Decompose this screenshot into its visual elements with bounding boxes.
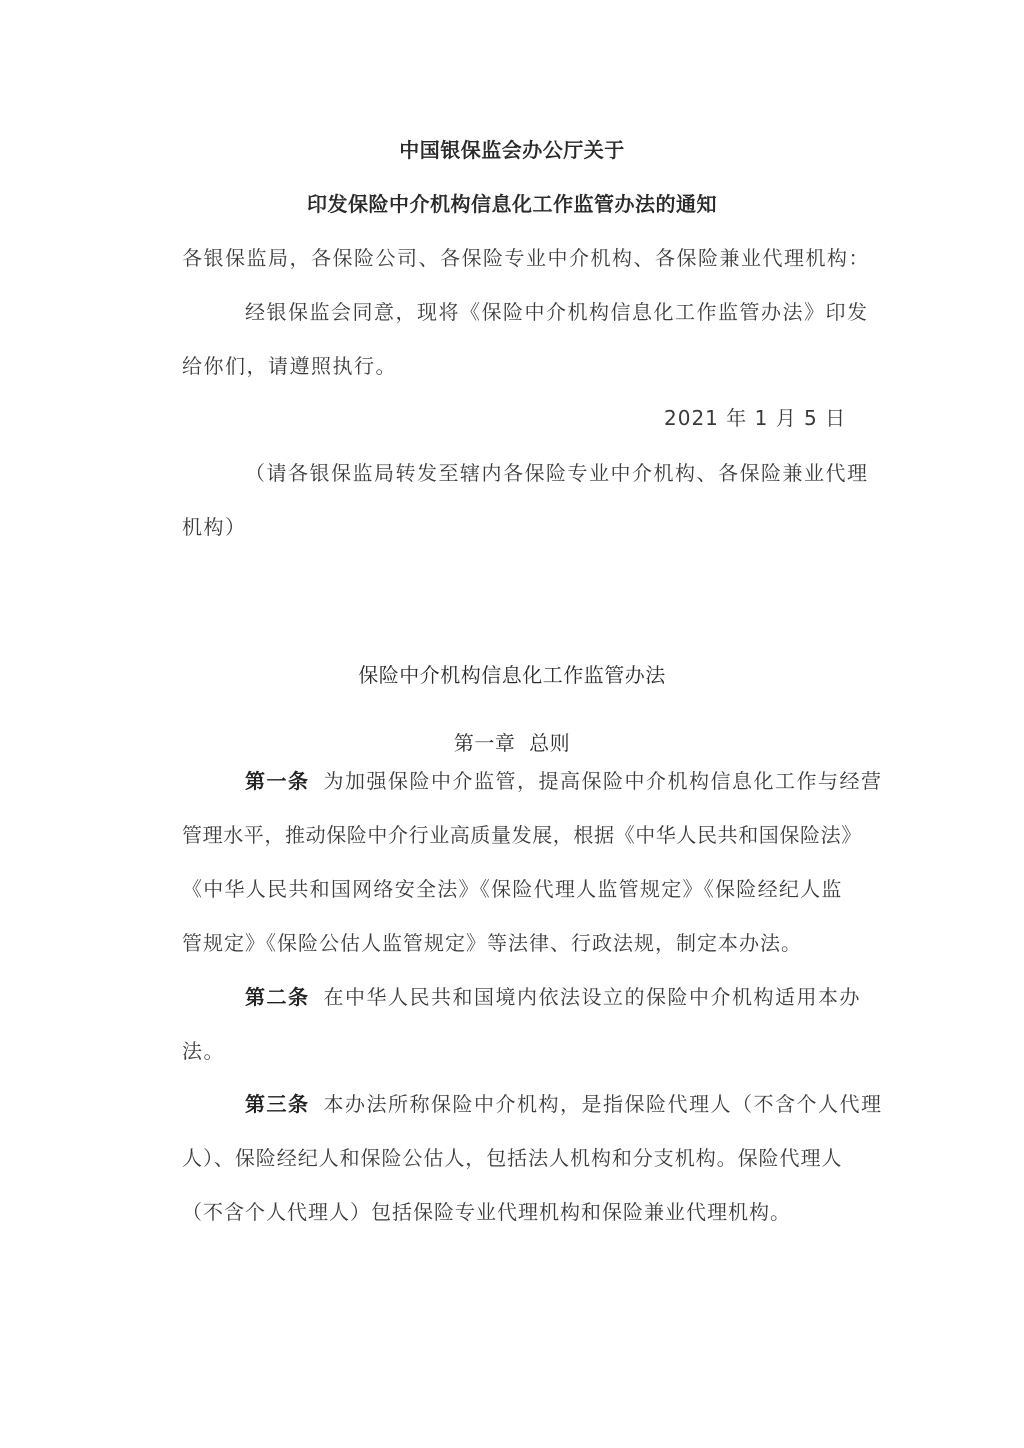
notice-date: 2021 年 1 月 5 日 [664, 406, 847, 430]
article1-line2: 管理水平，推动保险中介行业高质量发展，根据《中华人民共和国保险法》 [182, 823, 862, 847]
article3-label: 第三条 [245, 1092, 310, 1116]
article2-label: 第二条 [245, 985, 310, 1009]
notice-title-line2: 印发保险中介机构信息化工作监管办法的通知 [307, 192, 717, 216]
article2-line1: 在中华人民共和国境内依法设立的保险中介机构适用本办 [323, 985, 861, 1009]
article3-line3: （不含个人代理人）包括保险专业代理机构和保险兼业代理机构。 [182, 1200, 791, 1224]
article1-line3: 《中华人民共和国网络安全法》《保险代理人监管规定》《保险经纪人监 [182, 877, 842, 901]
article2-line2: 法。 [182, 1039, 225, 1063]
article3-first-line [245, 1090, 883, 1118]
notice-title-line1: 中国银保监会办公厅关于 [399, 138, 625, 162]
notice-recipients: 各银保监局，各保险公司、各保险专业中介机构、各保险兼业代理机构： [182, 246, 870, 270]
notice-note-line1: （请各银保监局转发至辖内各保险专业中介机构、各保险兼业代理 [245, 461, 869, 485]
chapter-heading: 第一章 总则 [453, 731, 571, 755]
article3-line1: 本办法所称保险中介机构，是指保险代理人（不含个人代理 [323, 1092, 883, 1116]
article1-first-line [245, 767, 883, 795]
article1-line1: 为加强保险中介监管，提高保险中介机构信息化工作与经营 [323, 769, 883, 793]
article1-line4: 管规定》《保险公估人监管规定》等法律、行政法规，制定本办法。 [182, 931, 802, 955]
article1-label: 第一条 [245, 769, 310, 793]
article2-first-line [245, 983, 861, 1011]
notice-body-line2: 给你们，请遵照执行。 [182, 354, 397, 378]
notice-note-line2: 机构） [182, 515, 247, 539]
article3-line2: 人）、保险经纪人和保险公估人，包括法人机构和分支机构。保险代理人 [182, 1146, 842, 1170]
notice-body-line1: 经银保监会同意，现将《保险中介机构信息化工作监管办法》印发 [245, 300, 869, 324]
regulation-title: 保险中介机构信息化工作监管办法 [358, 663, 666, 687]
